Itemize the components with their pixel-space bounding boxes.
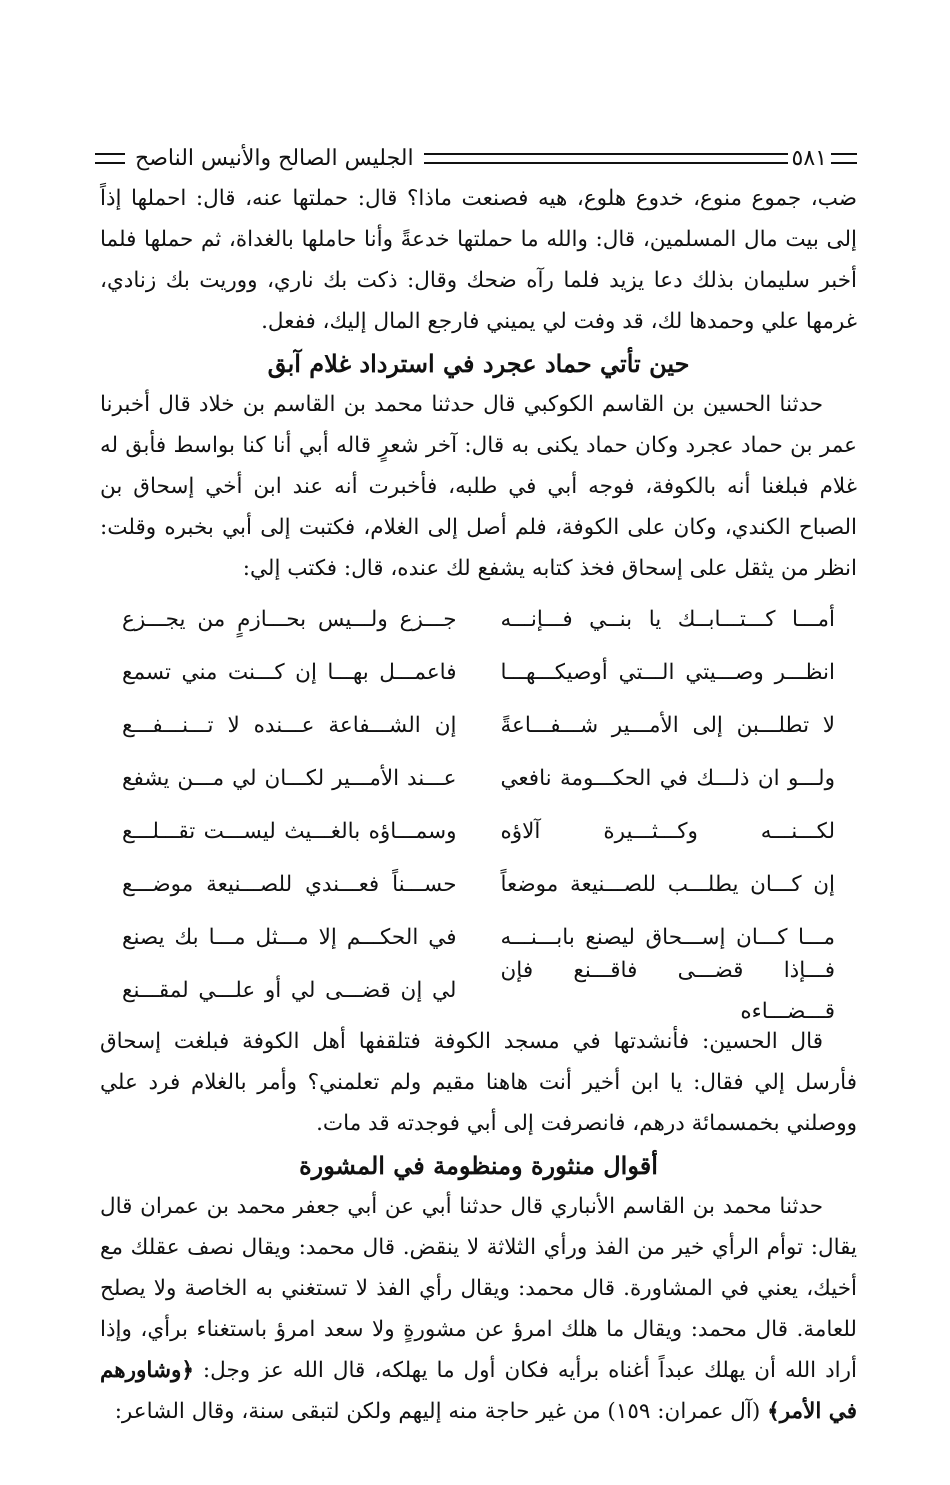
- verse-second-hemistich: في الحكـــم إلا مـــثل مـــا بك يصنع: [122, 925, 457, 950]
- section-heading-2: أقوال منثورة ومنظومة في المشورة: [299, 1151, 658, 1180]
- book-title: الجليس الصالح والأنيس الناصح: [135, 145, 414, 171]
- page-number: ٥٨١: [791, 145, 827, 171]
- verse-second-hemistich: لي إن قضـــى لي أو علـــي لمقـــنع: [122, 978, 457, 1003]
- page-body: [100, 178, 857, 1432]
- header-rule: [424, 153, 788, 164]
- poem-verse: [100, 957, 857, 1024]
- section-2-text-end: (آل عمران: ١٥٩) من غير حاجة منه إليهم ولكن لتبقى سنة، وقال الشاعر:: [114, 1399, 761, 1424]
- verse-first-hemistich: أمـــا كـــتـــابــك يا بنــي فـــإنـــه: [500, 607, 835, 632]
- header-end-rule: [831, 153, 857, 164]
- verse-second-hemistich: جـــزع ولـــيس بحـــازمٍ من يجـــزع: [122, 607, 457, 632]
- verse-second-hemistich: عـــند الأمـــير لكـــان لي مـــن يشفع: [122, 766, 457, 791]
- quran-quote: ﴿وشاورهم في الأمر﴾: [100, 1358, 857, 1424]
- verse-first-hemistich: لكـــنـــه وكـــثـــيرة آلاؤه: [500, 819, 835, 844]
- header-lead-rule: [95, 153, 125, 164]
- verse-second-hemistich: حســـناً فعـــندي للصـــنيعة موضـــع: [122, 872, 457, 897]
- verse-first-hemistich: لا تطلـــبن إلى الأمـــير شـــفـــاعةً: [500, 713, 835, 738]
- poem-verse: [100, 858, 857, 911]
- section-heading-1: حين تأتي حماد عجرد في استرداد غلام آبق: [267, 349, 690, 378]
- section-2-paragraph: [100, 1186, 857, 1432]
- verse-first-hemistich: انظـــر وصـــيتي الـــتي أوصيكـــهـــا: [500, 660, 835, 685]
- poem-verse: [100, 646, 857, 699]
- verse-second-hemistich: إن الشـــفاعة عـــنده لا تـــنـــفـــع: [122, 713, 457, 738]
- poem-verse: [100, 593, 857, 646]
- after-poem-paragraph: قال الحسين: فأنشدتها في مسجد الكوفة فتلقفها أهل الكوفة فبلغت إسحاق فأرسل إلي فقال: يا ابن أخير أنت هاهنا مقيم ولم تعلمني؟ وأمر بالغلام فرد علي ووصلني بخمسمائة درهم، فانصرفت إلى أبي فوجدته قد مات.: [100, 1029, 857, 1136]
- section-1-paragraph: حدثنا الحسين بن القاسم الكوكبي قال حدثنا محمد بن القاسم بن خلاد قال أخبرنا عمر بن حماد عجرد وكان حماد يكنى به قال: آخر شعرٍ قاله أبي أنا كنا بواسط فأبق له غلام فبلغنا أنه بالكوفة، فوجه أبي في طلبه، فأخبرت أنه عند ابن أخي إسحاق بن الصباح الكندي، وكان على الكوفة، فلم أصل إلى الغلام، فكتبت إلى أبي بخبره وقلت: انظر من يثقل على إسحاق فخذ كتابه يشفع لك عنده، قال: فكتب إلي:: [100, 392, 857, 581]
- verse-second-hemistich: فاعمـــل بهـــا إن كـــنت مني تسمع: [122, 660, 457, 685]
- verse-first-hemistich: ولـــو ان ذلـــك في الحكـــومة نافعي: [500, 766, 835, 791]
- section-2-text: حدثنا محمد بن القاسم الأنباري قال حدثنا أبي عن أبي جعفر محمد بن عمران قال يقال: توأم الرأي خير من الفذ ورأي الثلاثة لا ينقض. قال محمد: ويقال نصف عقلك مع أخيك، يعني في المشاورة. قال محمد: ويقال رأي الفذ لا تستغني به الخاصة ولا يصلح للعامة. قال محمد: ويقال ما هلك امرؤ عن مشورةٍ ولا سعد امرؤ باستغناء برأي، وإذا أراد الله أن يهلك عبداً أغناه برأيه فكان أول ما يهلكه، قال الله عز وجل:: [100, 1194, 857, 1383]
- verse-first-hemistich: فـــإذا قضـــى فاقـــنع فإن قـــضـــاءه: [500, 957, 835, 1024]
- verse-second-hemistich: وسمـــاؤه بالغـــيث ليســـت تقـــلـــع: [122, 819, 457, 844]
- poem-verse: [100, 699, 857, 752]
- verse-first-hemistich: مـــا كـــان إســـحاق ليصنع بابـــنـــه: [500, 925, 835, 950]
- poem: [100, 593, 857, 1024]
- opening-paragraph: ضب، جموع منوع، خدوع هلوع، هيه فصنعت ماذا؟ قال: حملتها عنه، قال: احملها إذاً إلى بيت مال المسلمين، قال: والله ما حملتها خدعةً وأنا حاملها بالغداة، ثم حملها فلما أخبر سليمان بذلك دعا يزيد فلما رآه ضحك وقال: ذكت بك ناري، ووريت بك زنادي، غرمها علي وحمدها لك، قد وفت لي يميني فارجع المال إليك، ففعل.: [100, 186, 857, 334]
- poem-verse: [100, 752, 857, 805]
- verse-first-hemistich: إن كـــان يطلـــب للصـــنيعة موضعاً: [500, 872, 835, 897]
- running-header: [95, 138, 857, 178]
- poem-verse: [100, 805, 857, 858]
